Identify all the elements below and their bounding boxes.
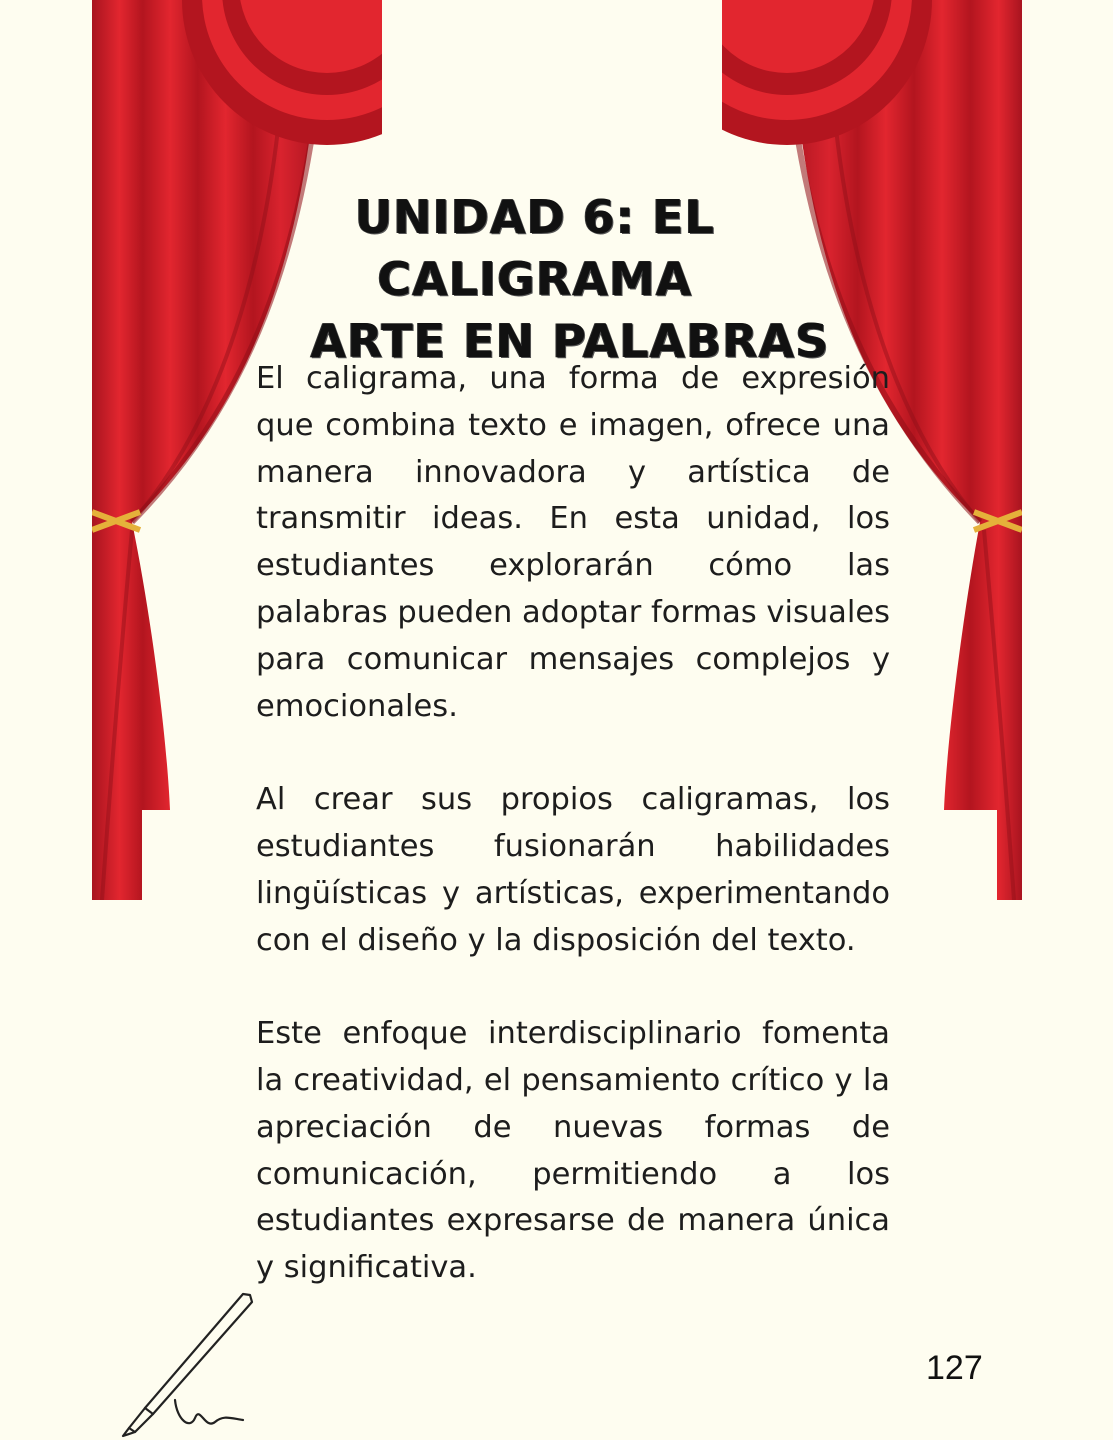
page-title [240,186,890,372]
body-text [256,356,890,1339]
page-number: 127 [926,1349,983,1387]
fountain-pen-icon [115,1290,255,1440]
paragraph-1: El caligrama, una forma de expresión que combina texto e imagen, ofrece una manera innovadora y artística de transmitir ideas. En esta unidad, los estudiantes explorarán cómo las palabras pueden adoptar formas visuales para comunicar mensajes complejos y emocionales. [256,361,890,724]
title-line-2: ARTE EN PALABRAS [310,314,830,368]
paragraph-3: Este enfoque interdisciplinario fomenta la creatividad, el pensamiento crítico y la apreciación de nuevas formas de comunicación, permitiendo a los estudiantes expresarse de manera única y significativa. [256,1016,890,1286]
paragraph-2: Al crear sus propios caligramas, los estudiantes fusionarán habilidades lingüísticas y artísticas, experimentando con el diseño y la disposición del texto. [256,782,890,958]
title-line-1: UNIDAD 6: EL CALIGRAMA [354,190,716,306]
